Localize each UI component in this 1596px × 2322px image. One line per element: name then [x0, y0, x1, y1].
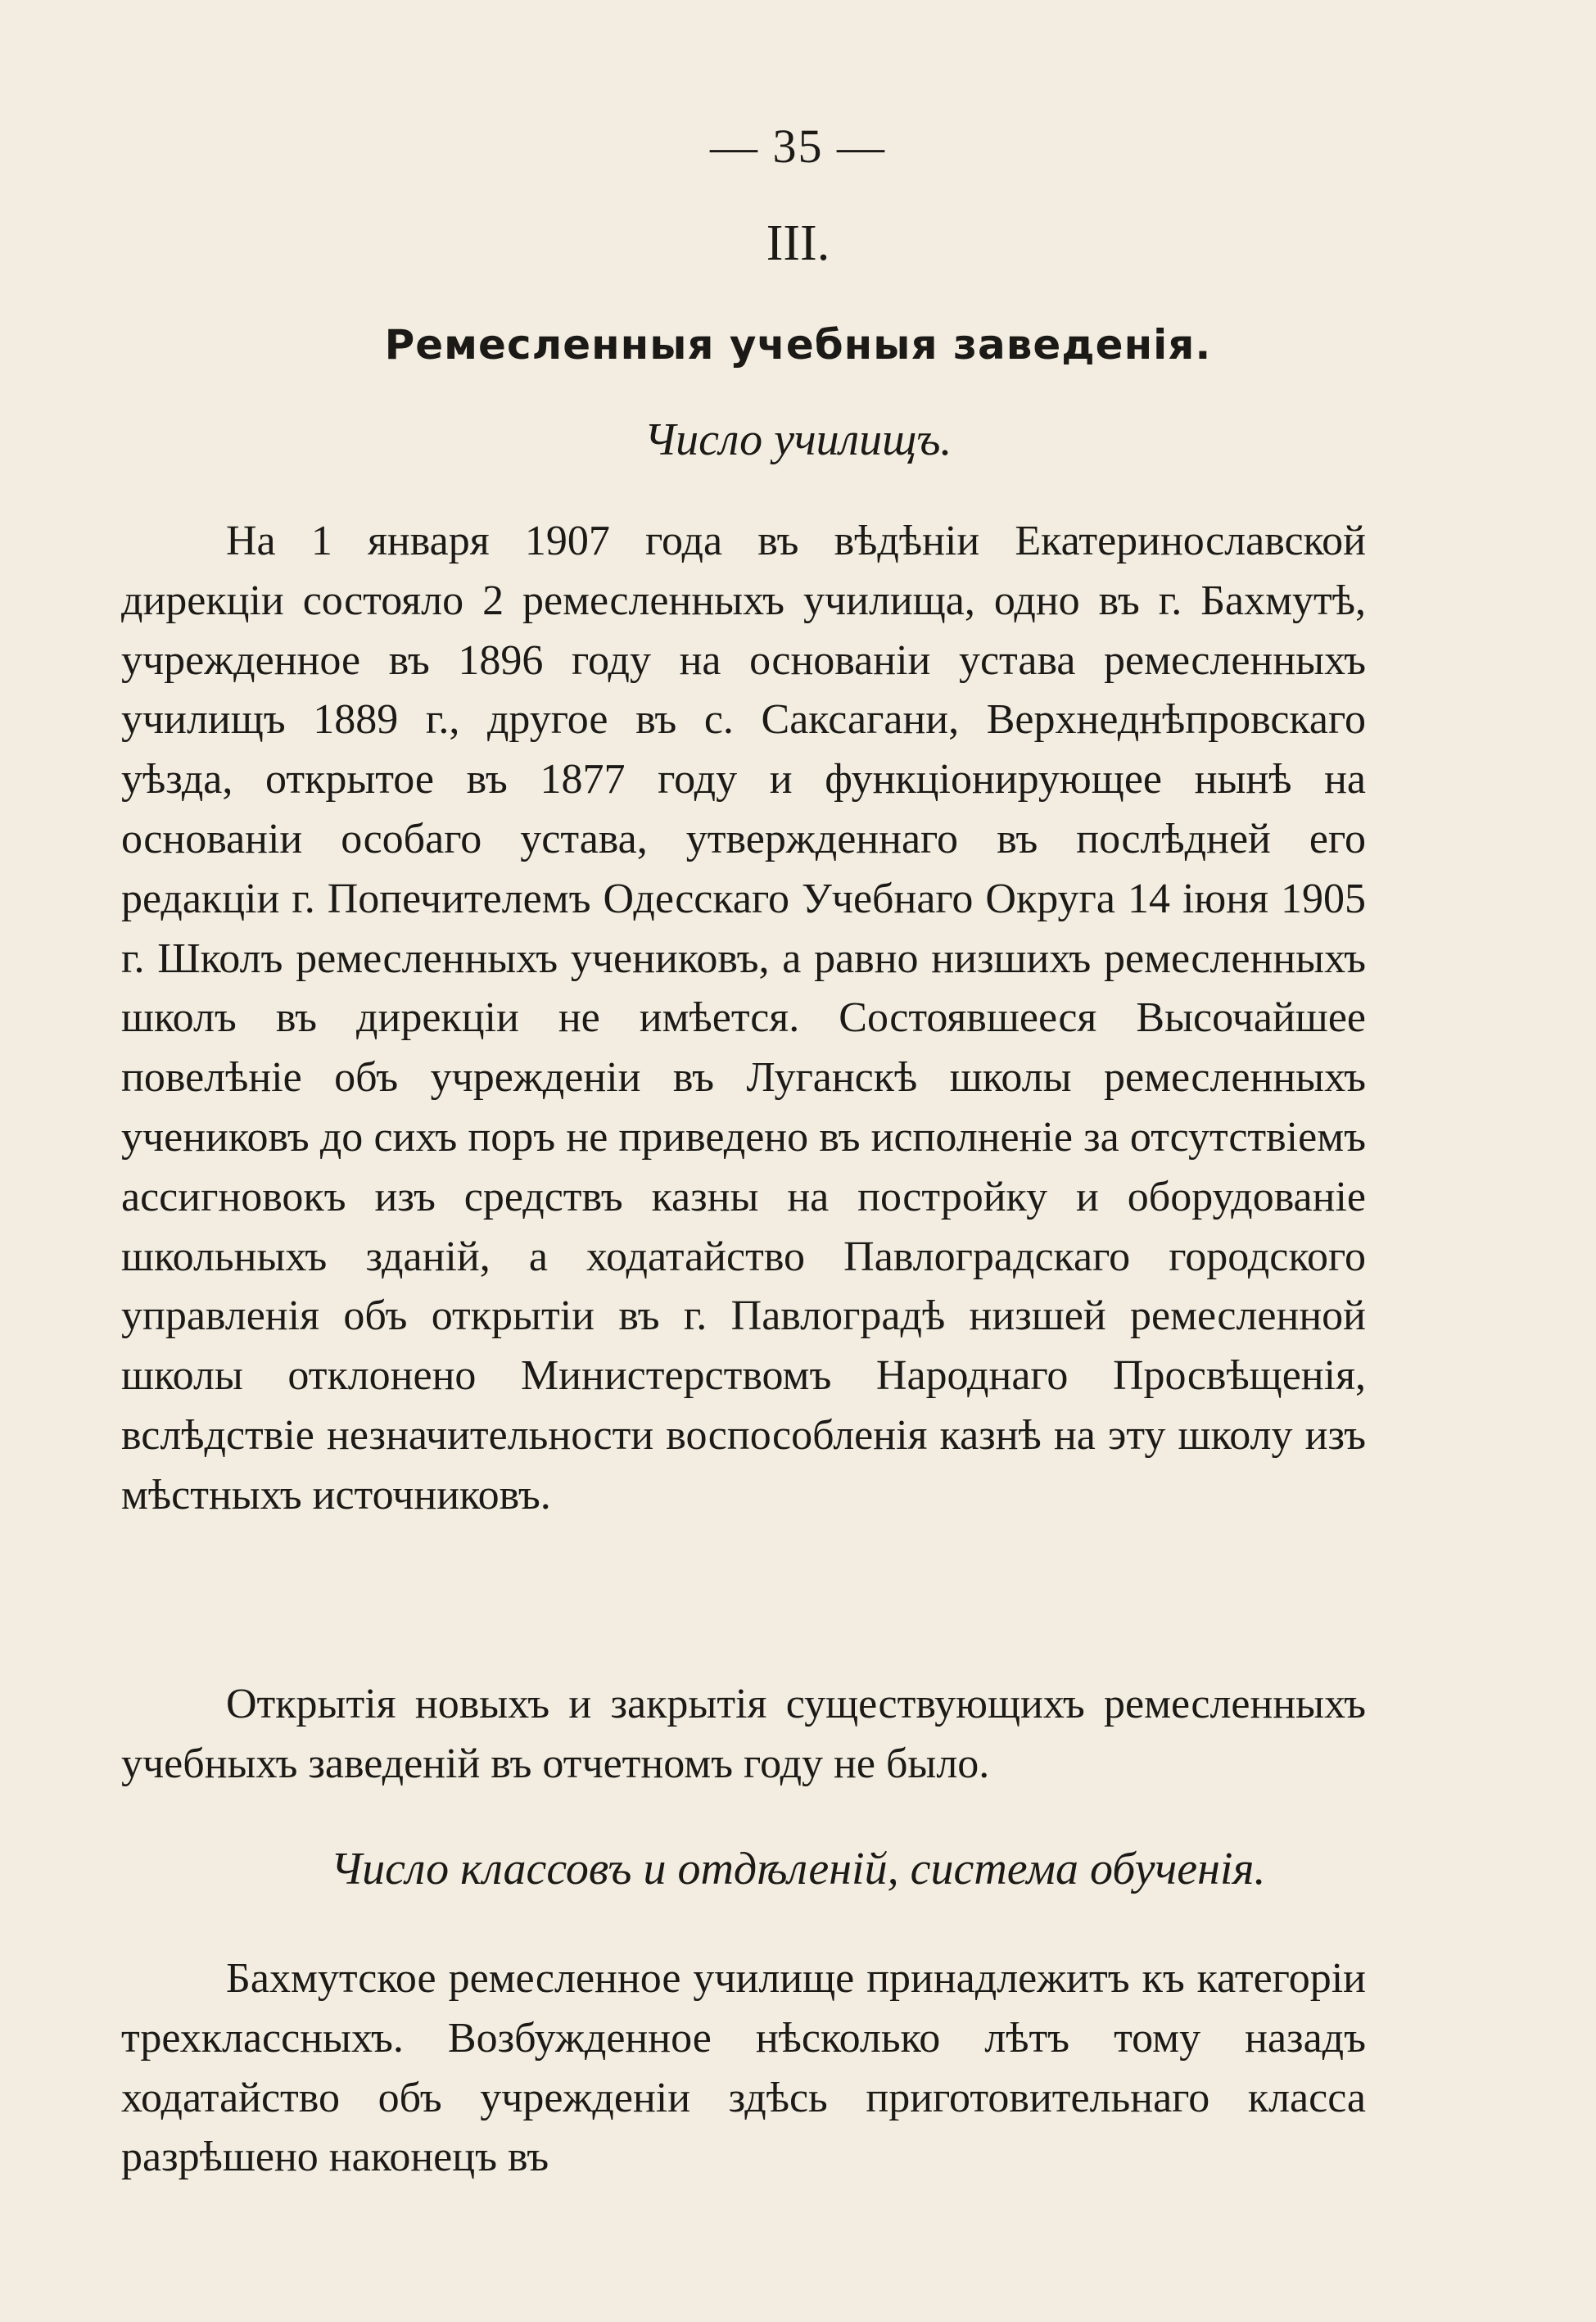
paragraph-3: Бахмутское ремесленное училище принадлежитъ къ категоріи трехклассныхъ. Возбужденное нѣсколько лѣтъ тому назадъ ходатайство объ учрежденіи здѣсь приготовительнаго класса разрѣшено наконецъ въ	[121, 1955, 1366, 2181]
page-number: — 35 —	[710, 120, 886, 173]
section-title: Ремесленныя учебныя заведенія.	[384, 321, 1212, 369]
section-number: III.	[766, 215, 830, 271]
subheading-number-of-schools: Число училищъ.	[644, 414, 952, 465]
paragraph-1: На 1 января 1907 года въ вѣдѣніи Екатеринославской дирекціи состояло 2 ремесленныхъ училища, одно въ г. Бахмутѣ, учрежденное въ 1896 году на основаніи устава ремесленныхъ училищъ 1889 г., другое въ с. Саксагани, Верхнеднѣпровскаго уѣзда, открытое въ 1877 году и функціонирующее нынѣ на основаніи особаго устава, утвержденнаго въ послѣдней его редакціи г. Попечителемъ Одесскаго Учебнаго Округа 14 іюня 1905 г. Школъ ремесленныхъ учениковъ, а равно низшихъ ремесленныхъ школъ въ дирекціи не имѣется. Состоявшееся Высочайшее повелѣніе объ учрежденіи въ Луганскѣ школы ремесленныхъ учениковъ до сихъ поръ не приведено въ исполненіе за отсутствіемъ ассигновокъ изъ средствъ казны на постройку и оборудованіе школьныхъ зданій, а ходатайство Павлоградскаго городского управленія объ открытіи въ г. Павлоградѣ низшей ремесленной школы отклонено Министерствомъ Народнаго Просвѣщенія, вслѣдствіе незначительности воспособленія казнѣ на эту школу изъ мѣстныхъ источниковъ.	[121, 518, 1366, 1519]
paragraph-2: Открытія новыхъ и закрытія существующихъ ремесленныхъ учебныхъ заведеній въ отчетномъ году не было.	[121, 1681, 1366, 1787]
subheading-classes-and-system: Число классовъ и отдѣленій, система обученія.	[330, 1844, 1266, 1894]
